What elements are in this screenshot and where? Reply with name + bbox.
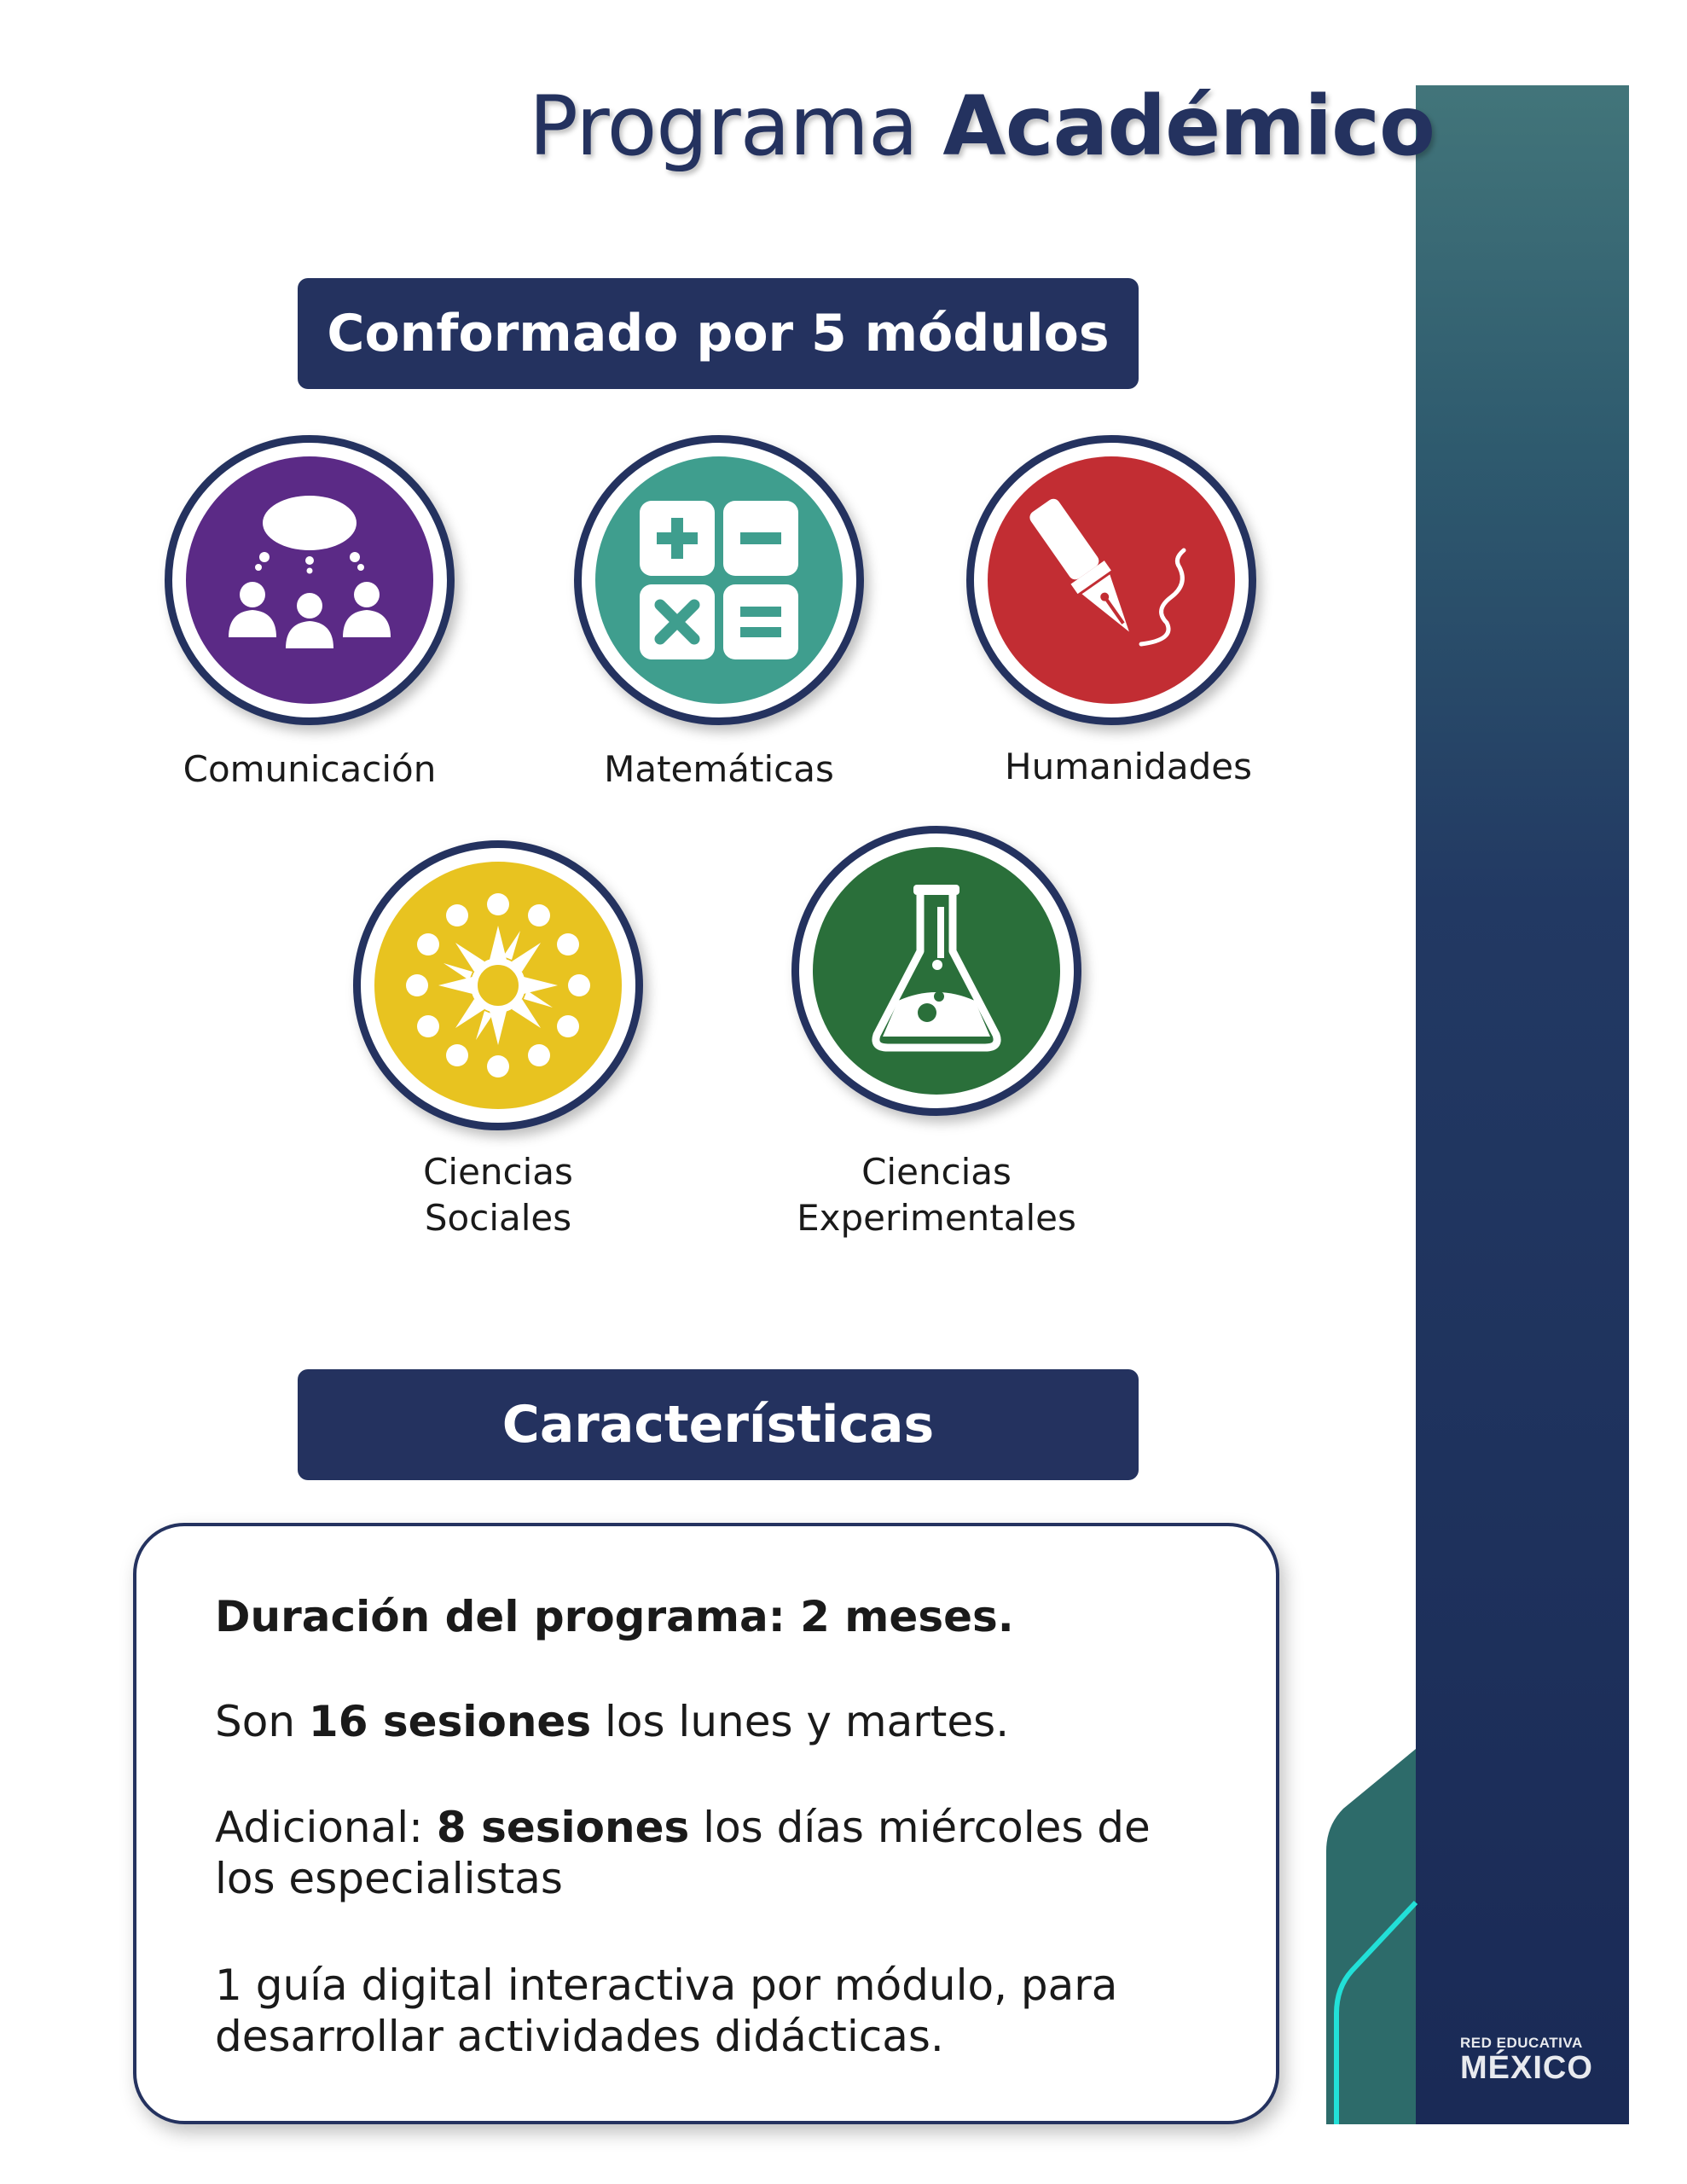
feature-extra — [215, 1802, 1153, 1904]
module-ring — [966, 435, 1256, 725]
module-label-line2: Sociales — [424, 1197, 572, 1239]
features-banner: Características — [298, 1369, 1139, 1480]
fountain-pen-icon — [1013, 482, 1209, 678]
feature-sessions-pre: Son — [215, 1697, 309, 1746]
brand-big-text: MÉXICO — [1460, 2050, 1593, 2086]
module-label-ciencias-sociales — [353, 1149, 643, 1241]
module-ring — [791, 826, 1081, 1116]
module-label-line1: Ciencias — [423, 1151, 573, 1193]
module-ring — [165, 435, 455, 725]
people-thought-bubble-icon — [212, 482, 408, 678]
side-accent-shape — [1326, 1749, 1420, 2124]
module-ring — [353, 840, 643, 1130]
module-disc — [988, 456, 1235, 704]
module-label-humanidades: Humanidades — [1005, 746, 1252, 787]
feature-extra-bold: 8 sesiones — [436, 1803, 690, 1852]
page-title-light: Programa — [529, 78, 918, 174]
calculator-operators-icon — [621, 482, 817, 678]
feature-sessions — [215, 1696, 1204, 1747]
module-label-ciencias-experimentales — [791, 1149, 1081, 1241]
brand-logo — [1460, 2035, 1605, 2084]
module-label-line1: Ciencias — [861, 1151, 1012, 1193]
module-ciencias-sociales — [353, 840, 652, 1130]
module-ciencias-experimentales — [791, 826, 1090, 1116]
people-circle-icon — [400, 887, 596, 1083]
module-disc — [595, 456, 843, 704]
page-title — [529, 78, 1435, 174]
feature-guide: 1 guía digital interactiva por módulo, para desarrollar actividades didácticas. — [215, 1960, 1118, 2061]
module-comunicacion — [165, 435, 463, 725]
brand-small-text: RED EDUCATIVA — [1460, 2035, 1583, 2051]
feature-sessions-bold: 16 sesiones — [308, 1697, 592, 1746]
module-ring — [574, 435, 864, 725]
feature-extra-pre: Adicional: — [215, 1803, 437, 1852]
modules-banner: Conformado por 5 módulos — [298, 278, 1139, 389]
module-label-matematicas: Matemáticas — [604, 748, 834, 790]
module-disc — [813, 847, 1060, 1095]
module-label-line2: Experimentales — [797, 1197, 1076, 1239]
module-humanidades — [966, 435, 1265, 725]
lab-flask-icon — [838, 873, 1035, 1069]
module-matematicas — [574, 435, 872, 725]
module-disc — [374, 862, 622, 1109]
page-title-bold: Académico — [942, 78, 1435, 174]
side-band — [1416, 85, 1629, 2124]
feature-duration: Duración del programa: 2 meses. — [215, 1592, 1014, 1641]
module-label-comunicacion: Comunicación — [183, 748, 437, 790]
feature-sessions-post: los lunes y martes. — [591, 1697, 1010, 1746]
module-disc — [186, 456, 433, 704]
feature-extra-post: los días miércoles de los especialistas — [215, 1803, 1151, 1903]
